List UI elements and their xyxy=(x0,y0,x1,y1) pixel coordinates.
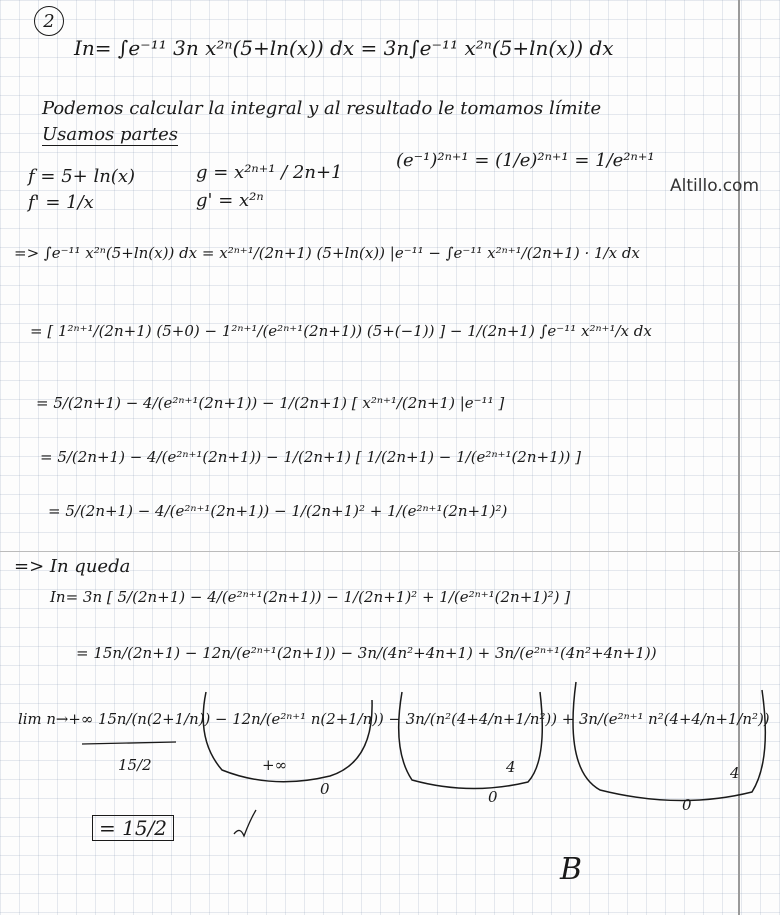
watermark: Altillo.com xyxy=(670,176,760,196)
evaluation-step-4: = 5/(2n+1) − 4/(e²ⁿ⁺¹(2n+1)) − 1/(2n+1)² + 1/(e²ⁿ⁺¹(2n+1)²) xyxy=(48,502,508,520)
f-prime-definition: f' = 1/x xyxy=(28,192,94,213)
limit-bracket-3 xyxy=(573,682,765,801)
evaluation-step-2: = 5/(2n+1) − 4/(e²ⁿ⁺¹(2n+1)) − 1/(2n+1) [ x²ⁿ⁺¹/(2n+1) |e⁻¹¹ ] xyxy=(36,394,505,412)
check-mark xyxy=(234,810,256,836)
limit-bracket-2 xyxy=(399,692,543,789)
limit-four-annotation-1: 4 xyxy=(506,758,516,776)
method-label: Usamos partes xyxy=(42,124,178,145)
limit-zero-annotation-2: 0 xyxy=(488,788,498,806)
limit-first-term: 15/2 xyxy=(118,756,152,774)
in-expanded: = 15n/(2n+1) − 12n/(e²ⁿ⁺¹(2n+1)) − 3n/(4n²+4n+1) + 3n/(e²ⁿ⁺¹(4n²+4n+1)) xyxy=(76,644,657,662)
limit-four-annotation-2: 4 xyxy=(730,764,740,782)
parts-formula: => ∫e⁻¹¹ x²ⁿ(5+ln(x)) dx = x²ⁿ⁺¹/(2n+1) (5+ln(x)) |e⁻¹¹ − ∫e⁻¹¹ x²ⁿ⁺¹/(2n+1) · 1/x dx xyxy=(14,244,640,262)
exponent-identity: (e⁻¹)²ⁿ⁺¹ = (1/e)²ⁿ⁺¹ = 1/e²ⁿ⁺¹ xyxy=(396,150,655,171)
evaluation-step-1: = [ 1²ⁿ⁺¹/(2n+1) (5+0) − 1²ⁿ⁺¹/(e²ⁿ⁺¹(2n+1)) (5+(−1)) ] − 1/(2n+1) ∫e⁻¹¹ x²ⁿ⁺¹/x dx xyxy=(30,322,652,340)
in-expression: In= 3n [ 5/(2n+1) − 4/(e²ⁿ⁺¹(2n+1)) − 1/(2n+1)² + 1/(e²ⁿ⁺¹(2n+1)²) ] xyxy=(50,588,571,606)
g-prime-definition: g' = x²ⁿ xyxy=(196,190,264,211)
limit-bracket-1 xyxy=(203,692,372,782)
limit-zero-annotation-1: 0 xyxy=(320,780,330,798)
in-queda-heading: => In queda xyxy=(14,556,131,577)
f-definition: f = 5+ ln(x) xyxy=(28,166,135,187)
limit-underline xyxy=(82,742,176,744)
limit-zero-annotation-3: 0 xyxy=(682,796,692,814)
limit-infinity-annotation: +∞ xyxy=(262,756,288,774)
grade-mark: B xyxy=(560,852,583,887)
evaluation-step-3: = 5/(2n+1) − 4/(e²ⁿ⁺¹(2n+1)) − 1/(2n+1) [ 1/(2n+1) − 1/(e²ⁿ⁺¹(2n+1)) ] xyxy=(40,448,581,466)
problem-number: 2 xyxy=(34,6,64,36)
explanation-text: Podemos calcular la integral y al resultado le tomamos límite xyxy=(42,98,602,119)
integral-definition: In= ∫e⁻¹¹ 3n x²ⁿ(5+ln(x)) dx = 3n∫e⁻¹¹ x²ⁿ(5+ln(x)) dx xyxy=(74,36,614,60)
final-answer-box: = 15/2 xyxy=(92,815,174,841)
limit-expression: lim n→+∞ 15n/(n(2+1/n)) − 12n/(e²ⁿ⁺¹ n(2+1/n)) − 3n/(n²(4+4/n+1/n²)) + 3n/(e²ⁿ⁺¹ n²(4+4/n+1/n²)) xyxy=(18,710,770,728)
g-definition: g = x²ⁿ⁺¹ / 2n+1 xyxy=(196,162,343,183)
